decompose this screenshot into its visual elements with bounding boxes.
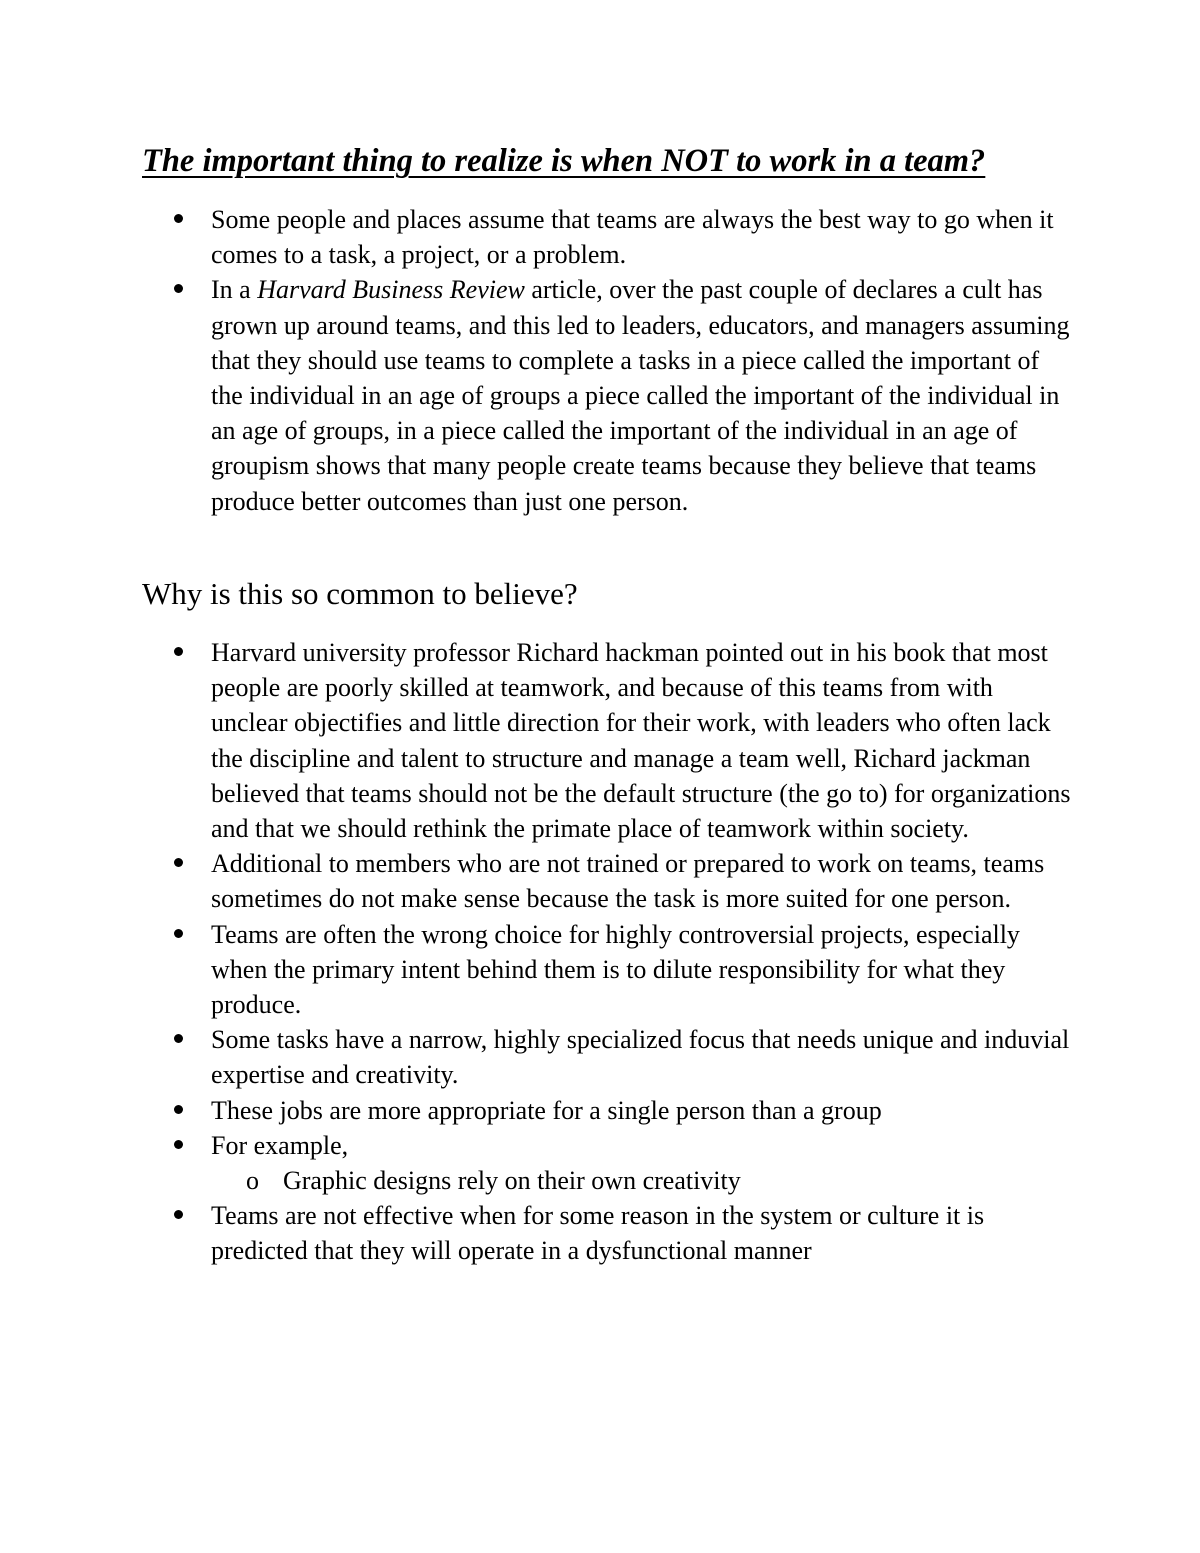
bullet-icon bbox=[174, 1034, 183, 1043]
bullet-icon bbox=[174, 929, 183, 938]
bullet-list-2 bbox=[0, 635, 1100, 1269]
list-item-text: Harvard university professor Richard hackman pointed out in his book that most people are poorly skilled at teamwork, and because of this teams from with unclear objectifies and little direction for their work, with leaders who often lack the discipline and talent to structure and manage a team well, Richard jackman believed that teams should not be the default structure (the go to) for organizations and that we should rethink the primate place of teamwork within society. bbox=[211, 638, 1071, 844]
bullet-icon bbox=[174, 858, 183, 867]
list-item-text: For example, bbox=[211, 1130, 349, 1160]
list-item-text: Additional to members who are not trained or prepared to work on teams, teams sometimes do not make sense because the task is more suited for one person. bbox=[211, 849, 1045, 914]
document-title: The important thing to realize is when NOT to work in a team? bbox=[142, 143, 986, 179]
bullet-icon bbox=[174, 214, 183, 223]
list-item bbox=[0, 272, 1071, 518]
list-item-text: Teams are often the wrong choice for highly controversial projects, especially when the primary intent behind them is to dilute responsibility for what they produce. bbox=[211, 919, 1020, 1020]
sub-list-item bbox=[211, 1163, 1043, 1198]
list-item-text: These jobs are more appropriate for a single person than a group bbox=[211, 1095, 882, 1125]
list-item bbox=[0, 917, 1071, 1023]
list-item-text-prefix: In a bbox=[211, 275, 258, 305]
list-item-text: Some people and places assume that teams are always the best way to go when it comes to a task, a project, or a problem. bbox=[211, 205, 1054, 270]
list-item bbox=[0, 1198, 1071, 1268]
section-heading: Why is this so common to believe? bbox=[142, 576, 578, 611]
bullet-icon bbox=[174, 1210, 183, 1219]
publication-name: Harvard Business Review bbox=[257, 275, 525, 305]
list-item-text: Some tasks have a narrow, highly specialized focus that needs unique and induvial expertise and creativity. bbox=[211, 1025, 1070, 1090]
bullet-icon bbox=[174, 1105, 183, 1114]
list-item bbox=[0, 202, 1071, 272]
bullet-icon bbox=[174, 1140, 183, 1149]
list-item bbox=[0, 1093, 1071, 1128]
bullet-icon bbox=[174, 284, 183, 293]
list-item bbox=[0, 846, 1071, 916]
list-item-text: Teams are not effective when for some reason in the system or culture it is predicted that they will operate in a dysfunctional manner bbox=[211, 1201, 985, 1266]
bullet-icon bbox=[174, 647, 183, 656]
bullet-list-1 bbox=[0, 202, 1100, 519]
sub-bullet-icon: o bbox=[246, 1166, 259, 1196]
sub-list-item-text: Graphic designs rely on their own creativity bbox=[283, 1166, 741, 1196]
list-item bbox=[0, 1128, 1071, 1198]
list-item bbox=[0, 1022, 1071, 1092]
sub-list bbox=[211, 1163, 1071, 1198]
list-item bbox=[0, 635, 1071, 846]
list-item-text-suffix: article, over the past couple of declares a cult has grown up around teams, and this led to leaders, educators, and managers assuming that they should use teams to complete a tasks in a piece called the important of the individual in an age of groups a piece called the important of the individual in an age of groups, in a piece called the important of the individual in an age of groupism shows that many people create teams because they believe that teams produce better outcomes than just one person. bbox=[211, 275, 1070, 516]
